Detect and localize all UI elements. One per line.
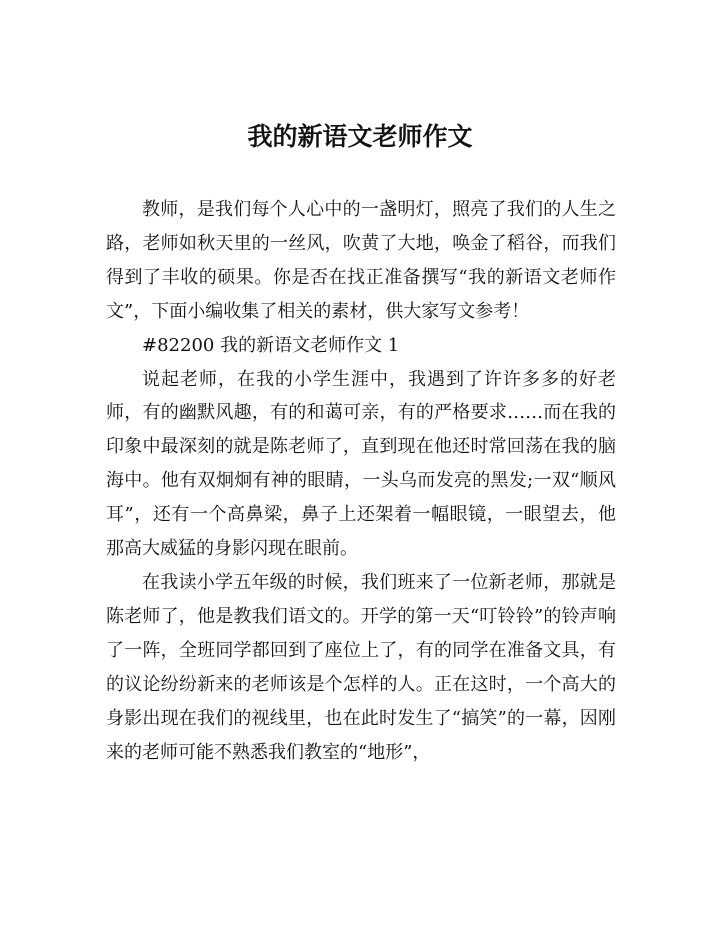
document-title: 我的新语文老师作文 bbox=[247, 122, 473, 151]
section-heading: #82200 我的新语文老师作文 1 bbox=[142, 334, 400, 356]
document-body bbox=[106, 193, 616, 769]
intro-paragraph: 教师，是我们每个人心中的一盏明灯，照亮了我们的人生之路，老师如秋天里的一丝风，吹黄了大地，唤金了稻谷，而我们得到了丰收的硕果。你是否在找正准备撰写“我的新语文老师作文”，下面小编收集了相关的素材，供大家写文参考！ bbox=[106, 199, 616, 322]
body-paragraph-2: 在我读小学五年级的时候，我们班来了一位新老师，那就是陈老师了，他是教我们语文的。开学的第一天“叮铃铃”的铃声响了一阵，全班同学都回到了座位上了，有的同学在准备文具，有的议论纷纷新来的老师该是个怎样的人。正在这时，一个高大的身影出现在我们的视线里，也在此时发生了“搞笑”的一幕，因刚来的老师可能不熟悉我们教室的“地形”， bbox=[106, 571, 616, 763]
body-paragraph-1: 说起老师，在我的小学生涯中，我遇到了许许多多的好老师，有的幽默风趣，有的和蔼可亲，有的严格要求……而在我的印象中最深刻的就是陈老师了，直到现在他还时常回荡在我的脑海中。他有双炯炯有神的眼睛，一头乌而发亮的黑发;一双“顺风耳”，还有一个高鼻梁，鼻子上还架着一幅眼镜，一眼望去，他那高大威猛的身影闪现在眼前。 bbox=[106, 368, 616, 560]
